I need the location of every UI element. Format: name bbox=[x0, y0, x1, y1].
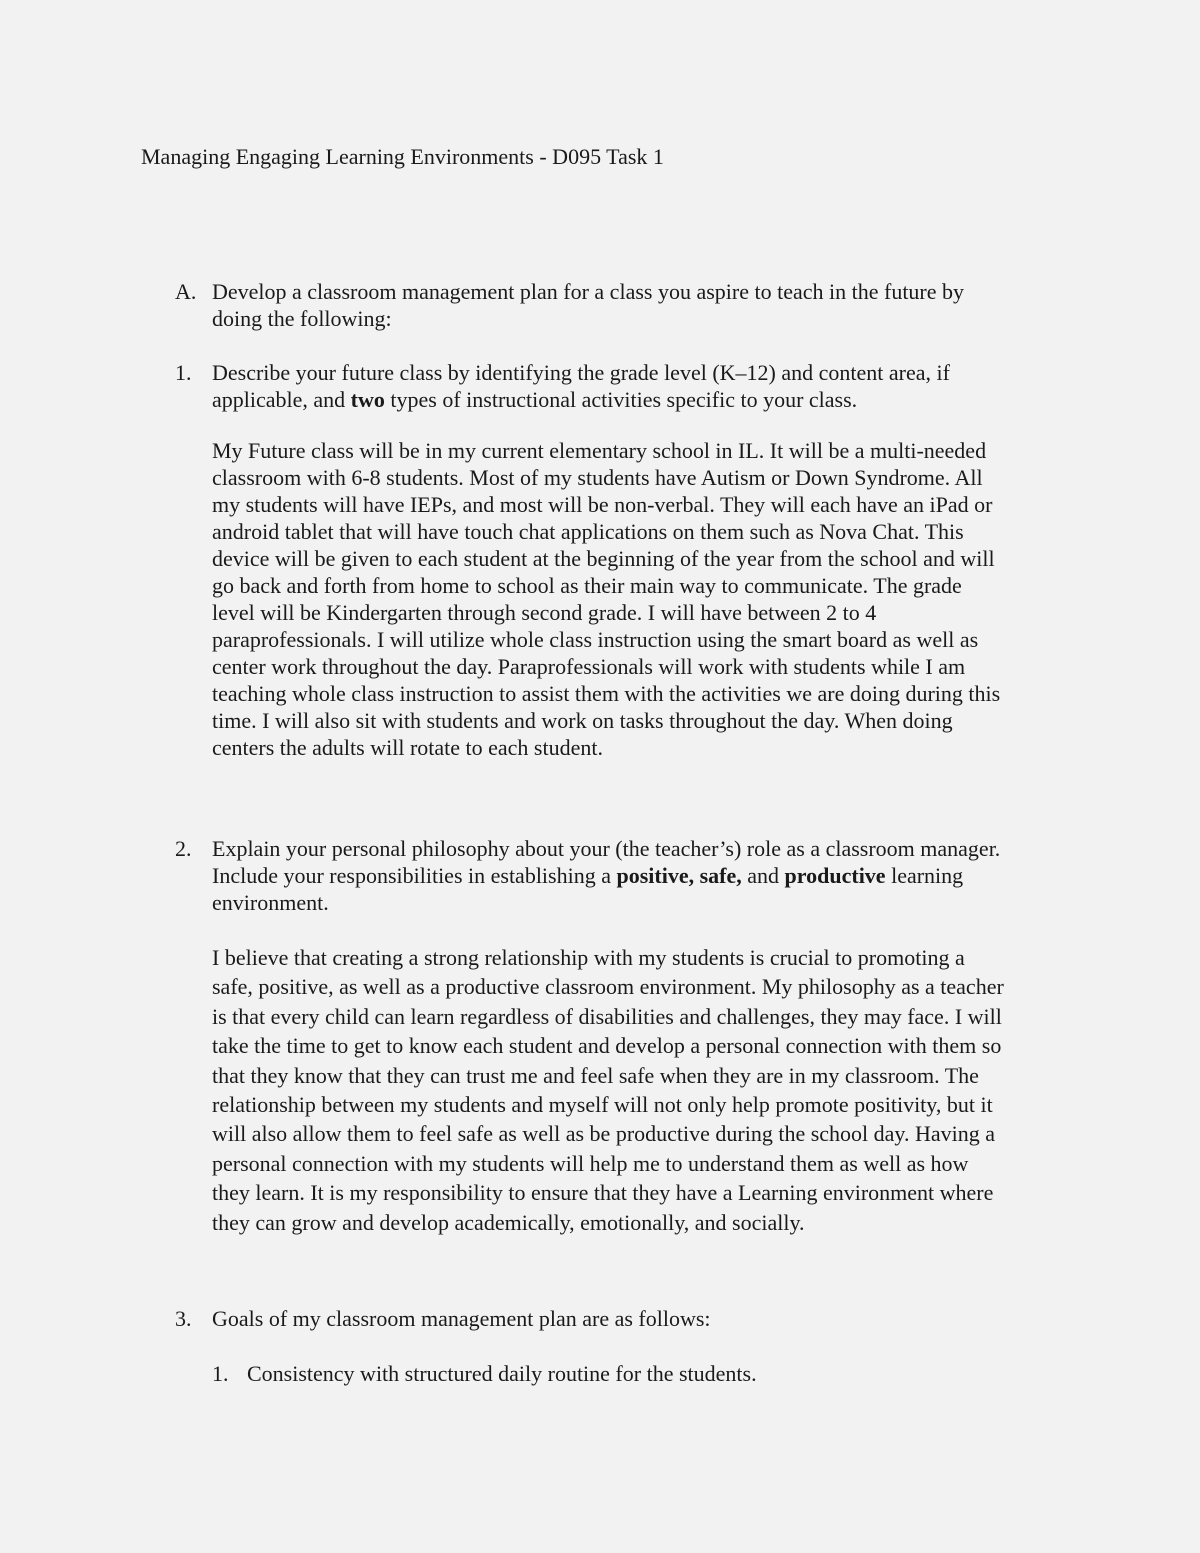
question-1-marker: 1. bbox=[175, 360, 192, 385]
answer-1-line: classroom with 6-8 students. Most of my students have Autism or Down Syndrome. All bbox=[212, 465, 983, 490]
question-2-line: Explain your personal philosophy about your (the teacher’s) role as a classroom manager. bbox=[212, 836, 1001, 861]
goal-item bbox=[212, 1360, 757, 1387]
answer-1-line: level will be Kindergarten through second grade. I will have between 2 to 4 bbox=[212, 600, 877, 625]
section-a-line: Develop a classroom management plan for a class you aspire to teach in the future by bbox=[212, 279, 965, 304]
answer-2-line: relationship between my students and myself will not only help promote positivity, but it bbox=[212, 1092, 993, 1118]
answer-1 bbox=[212, 437, 1072, 761]
answer-1-line: android tablet that will have touch chat applications on them such as Nova Chat. This bbox=[212, 519, 964, 544]
question-1-line: Describe your future class by identifying the grade level (K–12) and content area, if bbox=[212, 360, 950, 385]
question-1-bold-keyword: two bbox=[350, 387, 385, 412]
question-2 bbox=[175, 835, 1075, 916]
answer-2-line: is that every child can learn regardless of disabilities and challenges, they may face. I will bbox=[212, 1003, 1002, 1029]
question-1-text bbox=[212, 359, 1075, 413]
goal-item-marker: 1. bbox=[212, 1361, 229, 1386]
section-a bbox=[175, 278, 1075, 332]
question-2-bold-keyword: productive bbox=[784, 863, 886, 888]
question-3-marker: 3. bbox=[175, 1306, 192, 1331]
question-2-marker: 2. bbox=[175, 836, 192, 861]
section-a-marker: A. bbox=[175, 279, 197, 304]
answer-2-line: I believe that creating a strong relationship with my students is crucial to promoting a bbox=[212, 945, 965, 970]
section-a-line: doing the following: bbox=[212, 306, 392, 331]
question-2-line: environment. bbox=[212, 890, 329, 915]
question-1-text-segment: types of instructional activities specific to your class. bbox=[384, 387, 858, 412]
answer-2-line: that they know that they can trust me and feel safe when they are in my classroom. The bbox=[212, 1062, 979, 1088]
question-2-line bbox=[212, 862, 1075, 889]
answer-1-line: my students will have IEPs, and most will be non-verbal. They will each have an iPad or bbox=[212, 492, 993, 517]
question-3-text bbox=[212, 1305, 1075, 1332]
answer-2-line: take the time to get to know each student and develop a personal connection with them so bbox=[212, 1033, 1002, 1059]
answer-2-line: they can grow and develop academically, emotionally, and socially. bbox=[212, 1209, 805, 1235]
question-2-text-segment: Include your responsibilities in establishing a bbox=[212, 863, 617, 888]
goal-item-text: Consistency with structured daily routine for the students. bbox=[247, 1361, 757, 1386]
question-2-text-segment: and bbox=[741, 863, 785, 888]
answer-2-line: personal connection with my students will help me to understand them as well as how bbox=[212, 1150, 969, 1176]
question-3 bbox=[175, 1305, 1075, 1332]
question-2-bold-keyword: positive, safe, bbox=[616, 863, 742, 888]
answer-2-line: will also allow them to feel safe as well as be productive during the school day. Having a bbox=[212, 1121, 996, 1147]
answer-1-line: paraprofessionals. I will utilize whole class instruction using the smart board as well as bbox=[212, 627, 979, 652]
answer-1-line: My Future class will be in my current elementary school in IL. It will be a multi-needed bbox=[212, 438, 987, 463]
question-1 bbox=[175, 359, 1075, 413]
answer-2-line: safe, positive, as well as a productive classroom environment. My philosophy as a teacher bbox=[212, 974, 1004, 1000]
question-2-text bbox=[212, 835, 1075, 916]
question-3-line: Goals of my classroom management plan are as follows: bbox=[212, 1306, 711, 1331]
answer-1-line: center work throughout the day. Paraprofessionals will work with students while I am bbox=[212, 654, 966, 679]
answer-2-line: they learn. It is my responsibility to ensure that they have a Learning environment where bbox=[212, 1180, 994, 1206]
question-2-text-segment: learning bbox=[885, 863, 964, 888]
answer-1-line: device will be given to each student at the beginning of the year from the school and will bbox=[212, 546, 995, 571]
question-1-text-segment: applicable, and bbox=[212, 387, 351, 412]
answer-2 bbox=[212, 943, 1072, 1237]
answer-1-line: go back and forth from home to school as their main way to communicate. The grade bbox=[212, 573, 962, 598]
answer-1-line: teaching whole class instruction to assist them with the activities we are doing during this bbox=[212, 681, 1001, 706]
answer-1-line: time. I will also sit with students and work on tasks throughout the day. When doing bbox=[212, 708, 953, 733]
document-title: Managing Engaging Learning Environments - D095 Task 1 bbox=[141, 144, 664, 169]
answer-1-line: centers the adults will rotate to each student. bbox=[212, 735, 603, 760]
question-1-line bbox=[212, 386, 1075, 413]
section-a-text bbox=[212, 278, 1075, 332]
